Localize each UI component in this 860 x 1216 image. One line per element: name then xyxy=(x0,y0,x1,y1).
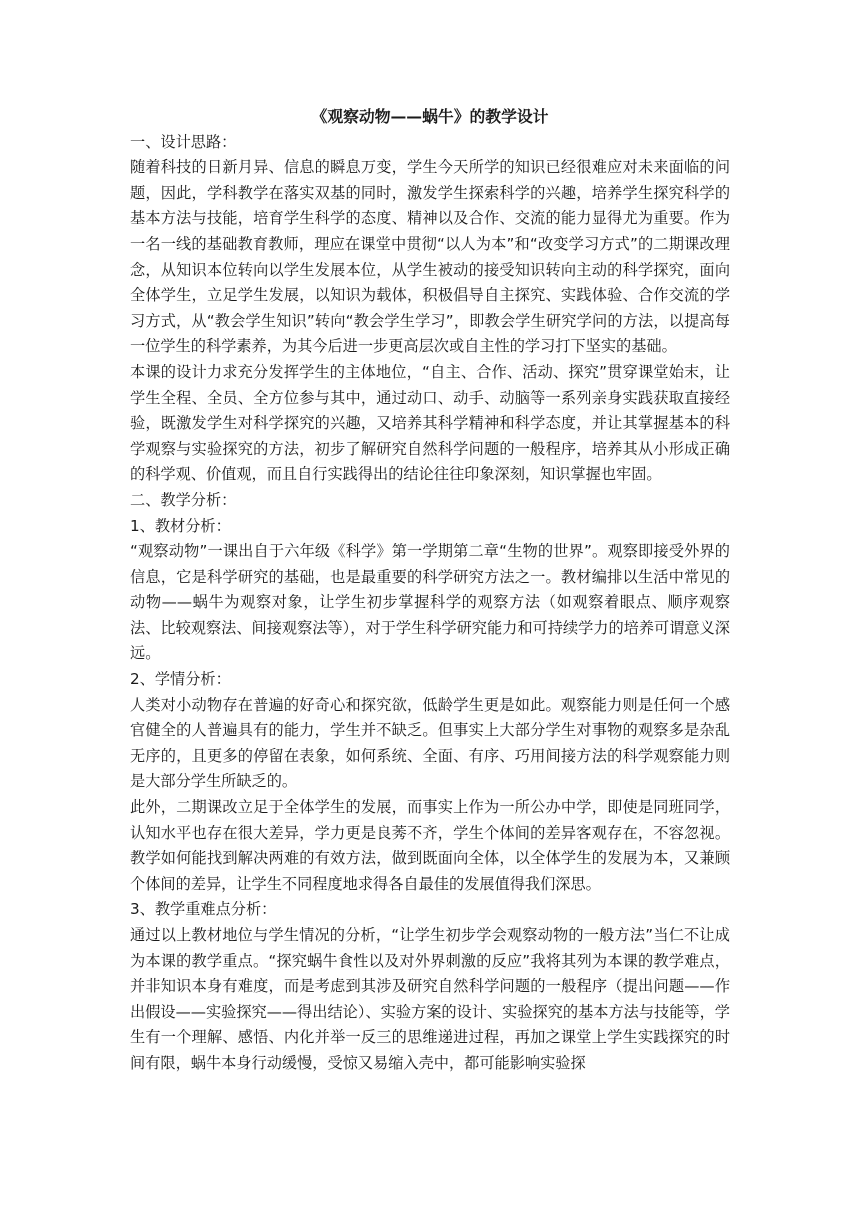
paragraph-learner-1: 人类对小动物存在普遍的好奇心和探究欲，低龄学生更是如此。观察能力则是任何一个感官健全的人普遍具有的能力，学生并不缺乏。但事实上大部分学生对事物的观察多是杂乱无序的，且更多的停留在表象，如何系统、全面、有序、巧用间接方法的科学观察能力则是大部分学生所缺乏的。 xyxy=(130,695,730,791)
paragraph-design-2: 本课的设计力求充分发挥学生的主体地位，“自主、合作、活动、探究”贯穿课堂始末，让学生全程、全员、全方位参与其中，通过动口、动手、动脑等一系列亲身实践获取直接经验，既激发学生对科学探究的兴趣，又培养其科学精神和科学态度，并让其掌握基本的科学观察与实验探究的方法，初步了解研究自然科学问题的一般程序，培养其从小形成正确的科学观、价值观，而且自行实践得出的结论往往印象深刻，知识掌握也牢固。 xyxy=(130,362,730,484)
paragraph-focus: 通过以上教材地位与学生情况的分析，“让学生初步学会观察动物的一般方法”当仁不让成为本课的教学重点。“探究蜗牛食性以及对外界刺激的反应”我将其列为本课的教学难点，并非知识本身有难度，而是考虑到其涉及研究自然科学问题的一般程序（提出问题——作出假设——实验探究——得出结论）、实验方案的设计、实验探究的基本方法与技能等，学生有一个理解、感悟、内化并举一反三的思维递进过程，再加之课堂上学生实践探究的时间有限，蜗牛本身行动缓慢，受惊又易缩入壳中，都可能影响实验探 xyxy=(130,926,730,1072)
paragraph-design-1: 随着科技的日新月异、信息的瞬息万变，学生今天所学的知识已经很难应对未来面临的问题，因此，学科教学在落实双基的同时，激发学生探索科学的兴趣，培养学生探究科学的基本方法与技能，培育学生科学的态度、精神以及合作、交流的能力显得尤为重要。作为一名一线的基础教育教师，理应在课堂中贯彻“以人为本”和“改变学习方式”的二期课改理念，从知识本位转向以学生发展本位，从学生被动的接受知识转向主动的科学探究，面向全体学生，立足学生发展，以知识为载体，积极倡导自主探究、实践体验、合作交流的学习方式，从“教会学生知识”转向“教会学生学习”，即教会学生研究学问的方法，以提高每一位学生的科学素养，为其今后进一步更高层次或自主性的学习打下坚实的基础。 xyxy=(130,158,730,356)
document-body xyxy=(130,104,730,1077)
subheading-learner: 2、学情分析： xyxy=(130,670,231,689)
document-title: 《观察动物——蜗牛》的教学设计 xyxy=(311,107,549,126)
paragraph-learner-2: 此外，二期课改立足于全体学生的发展，而事实上作为一所公办中学，即使是同班同学，认知水平也存在很大差异，学力更是良莠不齐，学生个体间的差异客观存在，不容忽视。教学如何能找到解决两难的有效方法，做到既面向全体，以全体学生的发展为本，又兼顾个体间的差异，让学生不同程度地求得各自最佳的发展值得我们深思。 xyxy=(130,798,730,893)
subheading-focus: 3、教学重难点分析： xyxy=(130,900,277,919)
paragraph-material: “观察动物”一课出自于六年级《科学》第一学期第二章“生物的世界”。观察即接受外界的信息，它是科学研究的基础，也是最重要的科学研究方法之一。教材编排以生活中常见的动物——蜗牛为观察对象，让学生初步掌握科学的观察方法（如观察着眼点、顺序观察法、比较观察法、间接观察法等），对于学生科学研究能力和可持续学力的培养可谓意义深远。 xyxy=(130,542,730,663)
section-heading-analysis: 二、教学分析： xyxy=(130,490,237,509)
subheading-material: 1、教材分析： xyxy=(130,516,231,535)
section-heading-design: 一、设计思路： xyxy=(130,132,237,151)
